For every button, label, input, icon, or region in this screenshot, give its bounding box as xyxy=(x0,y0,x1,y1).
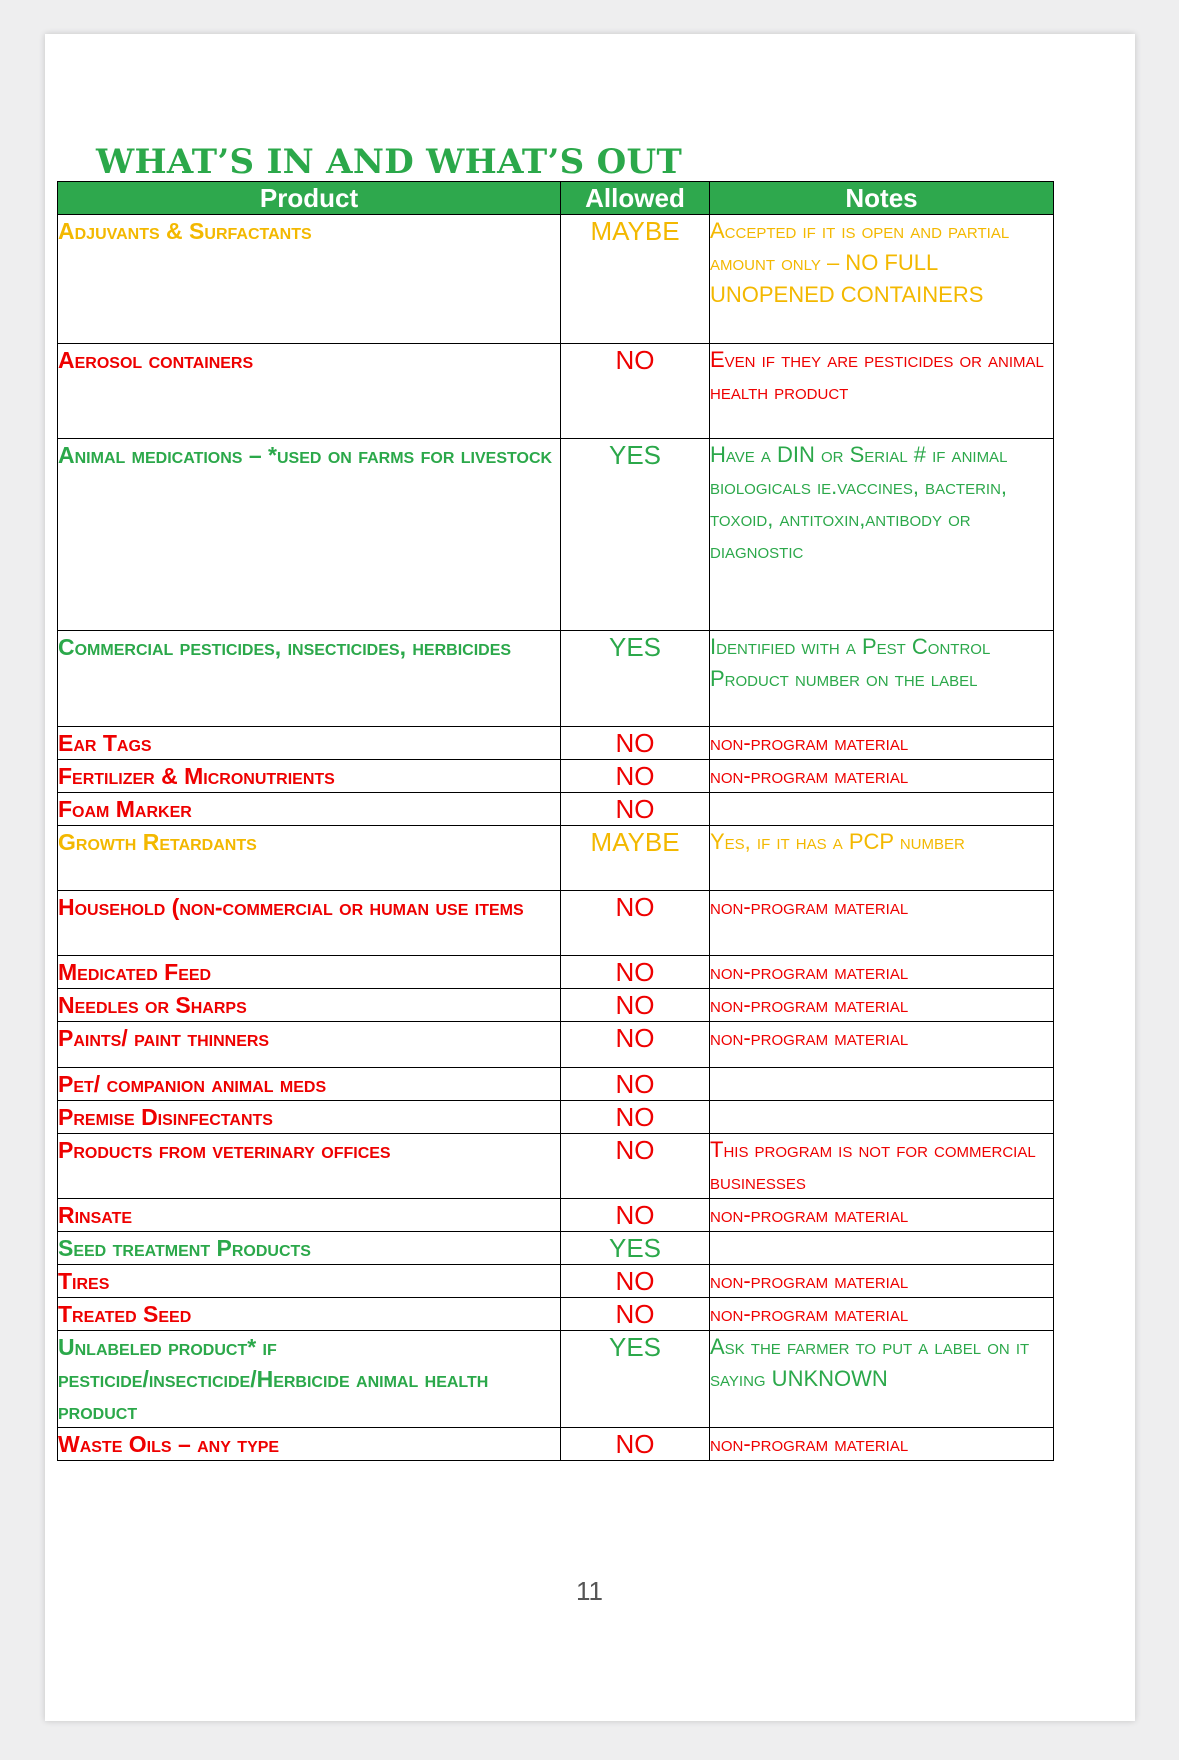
header-product: Product xyxy=(58,182,561,215)
allowed-cell: NO xyxy=(561,1199,710,1232)
product-cell: Tires xyxy=(58,1265,561,1298)
allowed-cell: NO xyxy=(561,1298,710,1331)
allowed-cell: NO xyxy=(561,1134,710,1199)
table-row xyxy=(58,631,1054,727)
product-cell: Seed treatment Products xyxy=(58,1232,561,1265)
notes-cell: Accepted if it is open and partial amount only – NO FULL UNOPENED CONTAINERS xyxy=(710,215,1054,344)
allowed-cell: YES xyxy=(561,1232,710,1265)
product-cell: Foam Marker xyxy=(58,793,561,826)
notes-cell: This program is not for commercial businesses xyxy=(710,1134,1054,1199)
product-cell: Ear Tags xyxy=(58,727,561,760)
notes-cell: Yes, if it has a PCP number xyxy=(710,826,1054,891)
table-row xyxy=(58,1134,1054,1199)
notes-cell: non-program material xyxy=(710,989,1054,1022)
notes-cell: non-program material xyxy=(710,891,1054,956)
allowed-cell: NO xyxy=(561,891,710,956)
product-cell: Needles or Sharps xyxy=(58,989,561,1022)
notes-cell: non-program material xyxy=(710,1199,1054,1232)
product-cell: Fertilizer & Micronutrients xyxy=(58,760,561,793)
notes-cell: Have a DIN or Serial # if animal biologicals ie.vaccines, bacterin, toxoid, antitoxin,antibody or diagnostic xyxy=(710,439,1054,631)
product-cell: Rinsate xyxy=(58,1199,561,1232)
page-number: 11 xyxy=(576,1576,603,1606)
notes-cell: non-program material xyxy=(710,1022,1054,1068)
table-row xyxy=(58,1331,1054,1428)
allowed-cell: MAYBE xyxy=(561,826,710,891)
allowed-cell: YES xyxy=(561,439,710,631)
product-cell: Household (non-commercial or human use items xyxy=(58,891,561,956)
product-cell: Unlabeled product* if pesticide/insecticide/Herbicide animal health product xyxy=(58,1331,561,1428)
product-cell: Treated Seed xyxy=(58,1298,561,1331)
product-cell: Paints/ paint thinners xyxy=(58,1022,561,1068)
notes-cell: non-program material xyxy=(710,727,1054,760)
table-row xyxy=(58,1232,1054,1265)
table-row xyxy=(58,1428,1054,1461)
product-cell: Growth Retardants xyxy=(58,826,561,891)
table-row xyxy=(58,215,1054,344)
notes-cell xyxy=(710,793,1054,826)
table-row xyxy=(58,1022,1054,1068)
notes-cell: non-program material xyxy=(710,1265,1054,1298)
product-cell: Premise Disinfectants xyxy=(58,1101,561,1134)
allowed-cell: NO xyxy=(561,989,710,1022)
header-notes: Notes xyxy=(710,182,1054,215)
table-row xyxy=(58,1298,1054,1331)
allowed-cell: NO xyxy=(561,344,710,439)
table-row xyxy=(58,989,1054,1022)
allowed-cell: YES xyxy=(561,1331,710,1428)
allowed-cell: MAYBE xyxy=(561,215,710,344)
notes-cell: Identified with a Pest Control Product number on the label xyxy=(710,631,1054,727)
notes-cell: non-program material xyxy=(710,1428,1054,1461)
product-cell: Commercial pesticides, insecticides, herbicides xyxy=(58,631,561,727)
page-title: WHAT’S IN AND WHAT’S OUT xyxy=(96,142,683,182)
allowed-cell: NO xyxy=(561,793,710,826)
notes-cell: Ask the farmer to put a label on it saying UNKNOWN xyxy=(710,1331,1054,1428)
allowed-cell: NO xyxy=(561,1022,710,1068)
allowed-cell: NO xyxy=(561,727,710,760)
allowed-cell: YES xyxy=(561,631,710,727)
table-row xyxy=(58,1265,1054,1298)
table-row xyxy=(58,1199,1054,1232)
header-allowed: Allowed xyxy=(561,182,710,215)
table-header-row xyxy=(58,182,1054,215)
product-cell: Animal medications – *used on farms for livestock xyxy=(58,439,561,631)
allowed-cell: NO xyxy=(561,1428,710,1461)
allowed-cell: NO xyxy=(561,760,710,793)
product-cell: Medicated Feed xyxy=(58,956,561,989)
notes-cell xyxy=(710,1232,1054,1265)
allowed-cell: NO xyxy=(561,1068,710,1101)
table-row xyxy=(58,956,1054,989)
table-row xyxy=(58,727,1054,760)
notes-cell xyxy=(710,1101,1054,1134)
product-cell: Waste Oils – any type xyxy=(58,1428,561,1461)
table-row xyxy=(58,344,1054,439)
product-cell: Aerosol containers xyxy=(58,344,561,439)
table-row xyxy=(58,1068,1054,1101)
allowed-cell: NO xyxy=(561,1265,710,1298)
allowed-cell: NO xyxy=(561,956,710,989)
table-row xyxy=(58,891,1054,956)
table-row xyxy=(58,793,1054,826)
allowed-cell: NO xyxy=(561,1101,710,1134)
notes-cell: non-program material xyxy=(710,956,1054,989)
product-table xyxy=(57,181,1054,1461)
notes-cell: non-program material xyxy=(710,1298,1054,1331)
table-row xyxy=(58,760,1054,793)
notes-cell xyxy=(710,1068,1054,1101)
product-cell: Adjuvants & Surfactants xyxy=(58,215,561,344)
notes-cell: Even if they are pesticides or animal health product xyxy=(710,344,1054,439)
table-row xyxy=(58,1101,1054,1134)
table-row xyxy=(58,826,1054,891)
product-cell: Pet/ companion animal meds xyxy=(58,1068,561,1101)
notes-cell: non-program material xyxy=(710,760,1054,793)
table-row xyxy=(58,439,1054,631)
product-cell: Products from veterinary offices xyxy=(58,1134,561,1199)
